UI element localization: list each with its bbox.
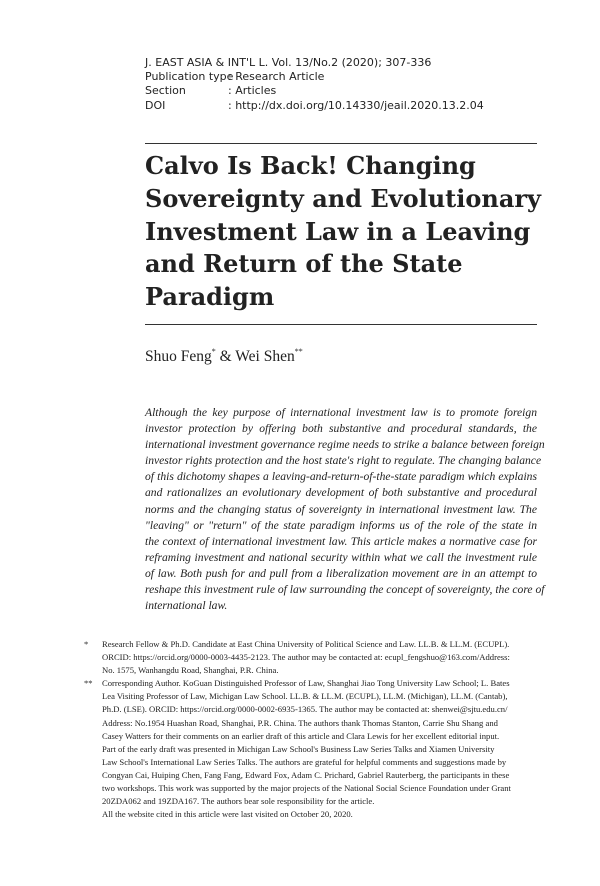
title-line: Sovereignty and Evolutionary bbox=[145, 183, 541, 213]
footnote-line: ORCID: https://orcid.org/0000-0003-4435-2123. The author may be contacted at: ecupl_fengshuo@163.com/Address: bbox=[102, 652, 510, 663]
abstract bbox=[145, 405, 545, 614]
abstract-line: norms and the changing status of sovereignty in international investment law. The bbox=[145, 502, 537, 516]
footnote-line: Address: No.1954 Huashan Road, Shanghai, P.R. China. The authors thank Thomas Stanton, Carrie Shu Shang and bbox=[102, 717, 498, 728]
section-value: : Articles bbox=[228, 84, 277, 98]
author-line bbox=[145, 347, 303, 366]
section-row bbox=[145, 84, 545, 98]
footnote-line: Congyan Cai, Huiping Chen, Fang Fang, Edward Fox, Adam C. Prichard, Gabriel Rauterberg, the participants in these bbox=[102, 769, 510, 780]
title-line: and Return of the State bbox=[145, 249, 463, 279]
article-metadata bbox=[145, 56, 545, 113]
footnote-2 bbox=[84, 677, 544, 808]
footnote-line: Corresponding Author. KoGuan Distinguished Professor of Law, Shanghai Jiao Tong University Law School; L. Bates bbox=[102, 678, 510, 689]
abstract-line: reframing investment and national security within what we call the investment rule bbox=[145, 550, 537, 564]
abstract-line: Although the key purpose of international investment law is to promote foreign bbox=[145, 406, 537, 419]
footnote-line: Ph.D. (LSE). ORCID: https://orcid.org/0000-0002-6935-1365. The author may be contacted at: shenwei@sjtu.edu.cn/ bbox=[102, 704, 508, 715]
footnote-line: Lea Visiting Professor of Law, Michigan Law School. LL.B. & LL.M. (ECUPL), LL.M. (Michigan), LL.M. (Cantab), bbox=[102, 691, 508, 702]
doi-row bbox=[145, 99, 545, 113]
title-line: Investment Law in a Leaving bbox=[145, 216, 531, 246]
abstract-line: the context of international investment law. This article makes a normative case for bbox=[145, 534, 537, 548]
author-name: Shuo Feng bbox=[145, 348, 212, 365]
article-title bbox=[145, 150, 545, 314]
abstract-line: of this dichotomy shapes a leaving-and-return-of-the-state paradigm which explains bbox=[145, 470, 537, 484]
title-bottom-rule bbox=[145, 324, 537, 325]
abstract-line: and rationalizes an evolutionary development of both substantive and procedural bbox=[145, 486, 537, 500]
doi-link[interactable]: : http://dx.doi.org/10.14330/jeail.2020.13.2.04 bbox=[228, 98, 484, 112]
journal-citation: J. EAST ASIA & INT'L L. Vol. 13/No.2 (2020); 307-336 bbox=[145, 56, 432, 69]
abstract-line: investor rights protection and the host state's right to regulate. The changing balance bbox=[145, 454, 542, 468]
footnote-line: Law School's International Law Series Talks. The authors are grateful for helpful comments and suggestions made by bbox=[102, 756, 507, 767]
footnote-line: two workshops. This work was supported by the major projects of the National Social Science Foundation under Grant bbox=[102, 783, 511, 794]
abstract-line: international law. bbox=[145, 599, 228, 613]
title-top-rule bbox=[145, 143, 537, 144]
footnote-line: All the website cited in this article were last visited on October 20, 2020. bbox=[102, 809, 353, 820]
publication-type-row bbox=[145, 70, 545, 84]
abstract-line: international investment governance regime needs to strike a balance between foreign bbox=[145, 438, 545, 452]
author-name: Wei Shen bbox=[235, 348, 295, 365]
footnote-1 bbox=[84, 638, 544, 677]
abstract-line: reshape this investment rule of law surrounding the concept of sovereignty, the core of bbox=[145, 583, 545, 597]
footnote-line: Part of the early draft was presented in Michigan Law School's Business Law Series Talks and Xiamen University bbox=[102, 743, 495, 754]
doi-label: DOI bbox=[145, 98, 166, 112]
title-line: Calvo Is Back! Changing bbox=[145, 151, 476, 180]
footnote-marker[interactable]: * bbox=[211, 347, 216, 356]
footnotes bbox=[84, 638, 544, 821]
footnote-mark: ** bbox=[84, 678, 93, 689]
abstract-line: investor protection by offering both substantive and procedural standards, the bbox=[145, 422, 537, 436]
footnote-line: 20ZDA062 and 19ZDA167. The authors bear sole responsibility for the article. bbox=[102, 796, 375, 807]
footnote-line: No. 1575, Wanhangdu Road, Shanghai, P.R. China. bbox=[102, 665, 279, 676]
footnote-line: Casey Watters for their comments on an earlier draft of this article and Clara Lewis for her excellent editorial input. bbox=[102, 730, 500, 741]
footnote-mark: * bbox=[84, 639, 89, 649]
footnote-line: Research Fellow & Ph.D. Candidate at East China University of Political Science and Law. LL.B. & LL.M. (ECUPL). bbox=[102, 639, 510, 649]
section-label: Section bbox=[145, 84, 186, 98]
publication-type-label: Publication type bbox=[145, 70, 234, 84]
abstract-line: "leaving" or "return" of the state paradigm informs us of the role of the state in bbox=[145, 518, 537, 532]
title-line: Paradigm bbox=[145, 282, 275, 312]
publication-type-value: : Research Article bbox=[228, 70, 325, 84]
author-separator: & bbox=[215, 348, 236, 365]
footnote-marker[interactable]: ** bbox=[294, 347, 303, 356]
footnote-note bbox=[84, 808, 544, 821]
abstract-line: of law. Both push for and pull from a liberalization movement are in an attempt to bbox=[145, 566, 537, 580]
